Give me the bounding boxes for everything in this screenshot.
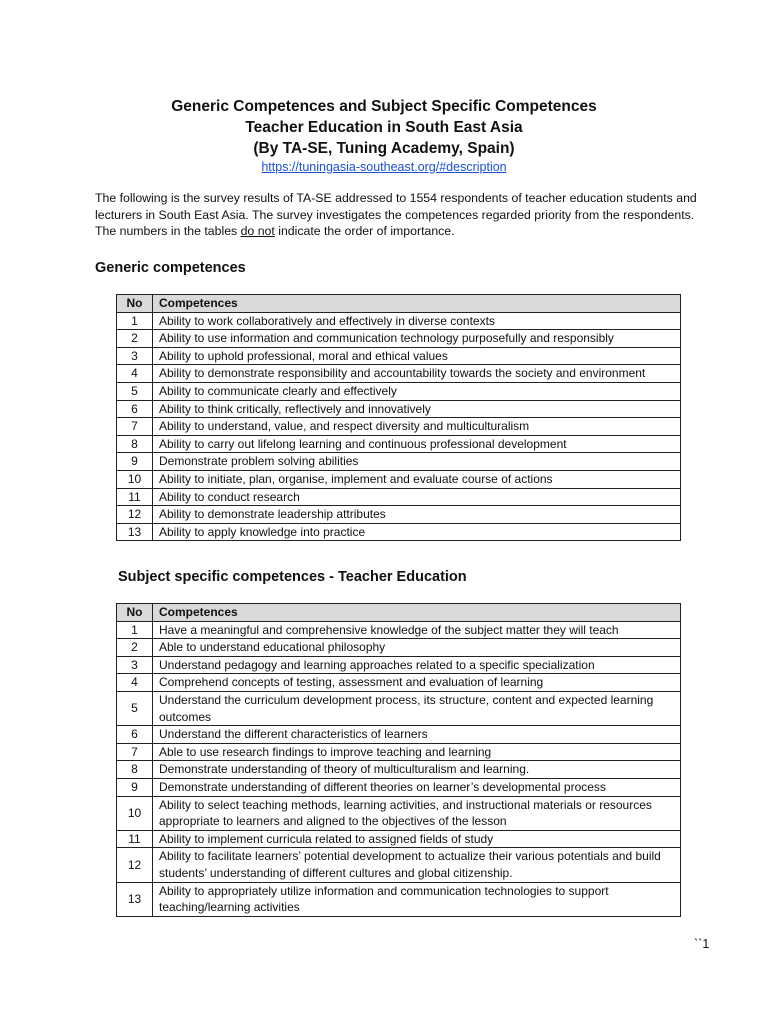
- table-row: [117, 382, 681, 400]
- table-row: [117, 726, 681, 744]
- competence-text: Ability to work collaboratively and effectively in diverse contexts: [153, 312, 681, 330]
- row-number: 1: [117, 312, 153, 330]
- competence-text: Ability to implement curricula related to assigned fields of study: [153, 830, 681, 848]
- row-number: 9: [117, 778, 153, 796]
- competence-text: Ability to apply knowledge into practice: [153, 523, 681, 541]
- table-row: [117, 882, 681, 916]
- title-line-1: Generic Competences and Subject Specific Competences: [171, 98, 597, 115]
- row-number: 12: [117, 506, 153, 524]
- competence-text: Ability to carry out lifelong learning and continuous professional development: [153, 435, 681, 453]
- column-header-competences: Competences: [153, 604, 681, 622]
- row-number: 7: [117, 418, 153, 436]
- row-number: 11: [117, 488, 153, 506]
- table-row: [117, 674, 681, 692]
- competence-text: Understand the curriculum development process, its structure, content and expected learning outcomes: [153, 691, 681, 725]
- competence-text: Ability to demonstrate responsibility and accountability towards the society and environment: [153, 365, 681, 383]
- table-row: [117, 488, 681, 506]
- competence-text: Comprehend concepts of testing, assessment and evaluation of learning: [153, 674, 681, 692]
- competence-text: Understand the different characteristics of learners: [153, 726, 681, 744]
- row-number: 4: [117, 674, 153, 692]
- competence-text: Ability to initiate, plan, organise, implement and evaluate course of actions: [153, 470, 681, 488]
- source-link[interactable]: https://tuningasia-southeast.org/#description: [261, 160, 507, 174]
- row-number: 7: [117, 743, 153, 761]
- row-number: 4: [117, 365, 153, 383]
- table-row: [117, 691, 681, 725]
- competence-text: Demonstrate problem solving abilities: [153, 453, 681, 471]
- subject-heading: Subject specific competences - Teacher Education: [118, 569, 467, 585]
- table-row: [117, 347, 681, 365]
- row-number: 3: [117, 347, 153, 365]
- column-header-no: No: [117, 604, 153, 622]
- title-line-3: (By TA-SE, Tuning Academy, Spain): [253, 140, 515, 157]
- row-number: 5: [117, 691, 153, 725]
- competence-text: Ability to appropriately utilize information and communication technologies to support teaching/learning activities: [153, 882, 681, 916]
- row-number: 8: [117, 435, 153, 453]
- page-number: ``1: [694, 937, 710, 951]
- table-row: [117, 470, 681, 488]
- row-number: 2: [117, 639, 153, 657]
- competence-text: Ability to demonstrate leadership attributes: [153, 506, 681, 524]
- row-number: 8: [117, 761, 153, 779]
- table-row: [117, 523, 681, 541]
- table-row: [117, 830, 681, 848]
- column-header-no: No: [117, 295, 153, 313]
- table-row: [117, 656, 681, 674]
- competence-text: Ability to facilitate learners’ potential development to actualize their various potentials and build students’ understanding of different cultures and global citizenship.: [153, 848, 681, 882]
- table-row: [117, 621, 681, 639]
- table-row: [117, 848, 681, 882]
- table-row: [117, 365, 681, 383]
- title-block: [0, 96, 768, 176]
- subject-competences-table: [116, 603, 681, 917]
- row-number: 6: [117, 726, 153, 744]
- competence-text: Ability to uphold professional, moral and ethical values: [153, 347, 681, 365]
- row-number: 11: [117, 830, 153, 848]
- column-header-competences: Competences: [153, 295, 681, 313]
- table-row: [117, 778, 681, 796]
- intro-emphasis: do not: [240, 224, 275, 238]
- row-number: 5: [117, 382, 153, 400]
- competence-text: Ability to use information and communication technology purposefully and responsibly: [153, 330, 681, 348]
- competence-text: Understand pedagogy and learning approaches related to a specific specialization: [153, 656, 681, 674]
- table-row: [117, 435, 681, 453]
- table-row: [117, 761, 681, 779]
- row-number: 3: [117, 656, 153, 674]
- table-row: [117, 418, 681, 436]
- generic-heading: Generic competences: [95, 260, 246, 276]
- table-row: [117, 796, 681, 830]
- row-number: 1: [117, 621, 153, 639]
- competence-text: Able to use research findings to improve teaching and learning: [153, 743, 681, 761]
- competence-text: Demonstrate understanding of different theories on learner’s developmental process: [153, 778, 681, 796]
- row-number: 13: [117, 523, 153, 541]
- table-row: [117, 639, 681, 657]
- intro-text-before: The following is the survey results of TA-SE addressed to 1554 respondents of teacher education students and lecturers in South East Asia. The survey investigates the competences regarded priority from the respondents. The numbers in the tables: [95, 191, 697, 238]
- competence-text: Able to understand educational philosophy: [153, 639, 681, 657]
- generic-competences-table: [116, 294, 681, 541]
- row-number: 13: [117, 882, 153, 916]
- competence-text: Ability to select teaching methods, learning activities, and instructional materials or resources appropriate to learners and aligned to the objectives of the lesson: [153, 796, 681, 830]
- competence-text: Ability to understand, value, and respect diversity and multiculturalism: [153, 418, 681, 436]
- row-number: 12: [117, 848, 153, 882]
- table-row: [117, 400, 681, 418]
- row-number: 2: [117, 330, 153, 348]
- table-row: [117, 453, 681, 471]
- table-row: [117, 743, 681, 761]
- table-header-row: [117, 295, 681, 313]
- table-row: [117, 312, 681, 330]
- competence-text: Have a meaningful and comprehensive knowledge of the subject matter they will teach: [153, 621, 681, 639]
- intro-text-after: indicate the order of importance.: [274, 224, 455, 238]
- table-header-row: [117, 604, 681, 622]
- table-row: [117, 506, 681, 524]
- table-row: [117, 330, 681, 348]
- competence-text: Ability to conduct research: [153, 488, 681, 506]
- intro-paragraph: [95, 190, 715, 240]
- title-line-2: Teacher Education in South East Asia: [245, 119, 523, 136]
- row-number: 6: [117, 400, 153, 418]
- row-number: 10: [117, 470, 153, 488]
- competence-text: Ability to think critically, reflectively and innovatively: [153, 400, 681, 418]
- row-number: 9: [117, 453, 153, 471]
- competence-text: Demonstrate understanding of theory of multiculturalism and learning.: [153, 761, 681, 779]
- competence-text: Ability to communicate clearly and effectively: [153, 382, 681, 400]
- row-number: 10: [117, 796, 153, 830]
